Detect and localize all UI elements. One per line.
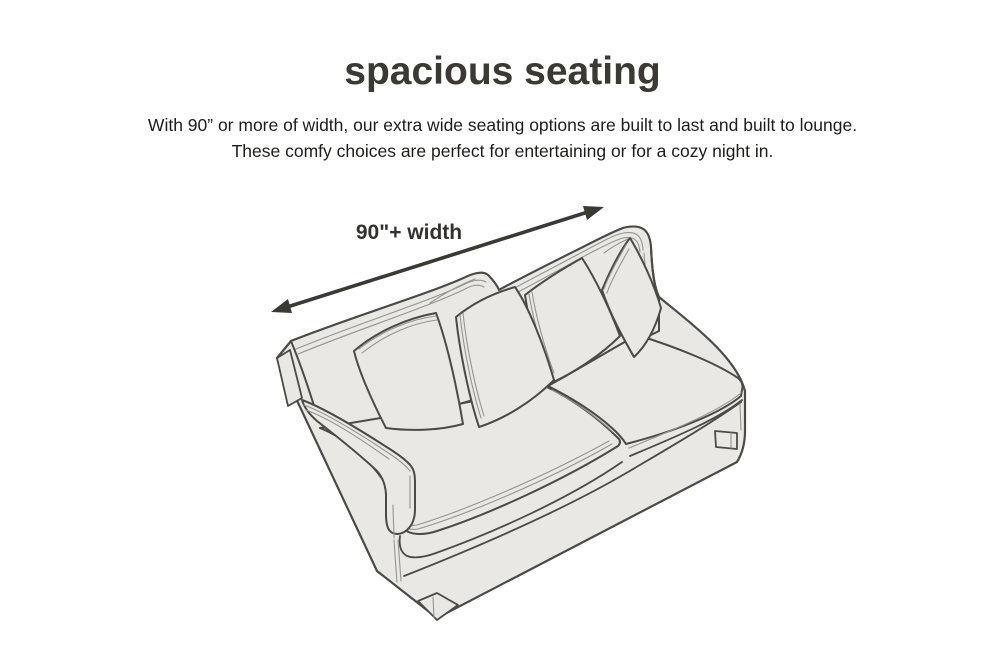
sofa-line-drawing <box>277 227 745 620</box>
description-line-1: With 90” or more of width, our extra wide seating options are built to last and built to lounge. <box>147 115 858 135</box>
dimension-arrowhead-right <box>583 206 604 220</box>
sofa-foot-right <box>715 431 737 449</box>
dimension-arrowhead-left <box>271 299 292 313</box>
page-title: spacious seating <box>344 50 661 93</box>
dimension-label: 90"+ width <box>355 221 463 244</box>
description-line-2: These comfy choices are perfect for entertaining or for a cozy night in. <box>231 141 774 161</box>
